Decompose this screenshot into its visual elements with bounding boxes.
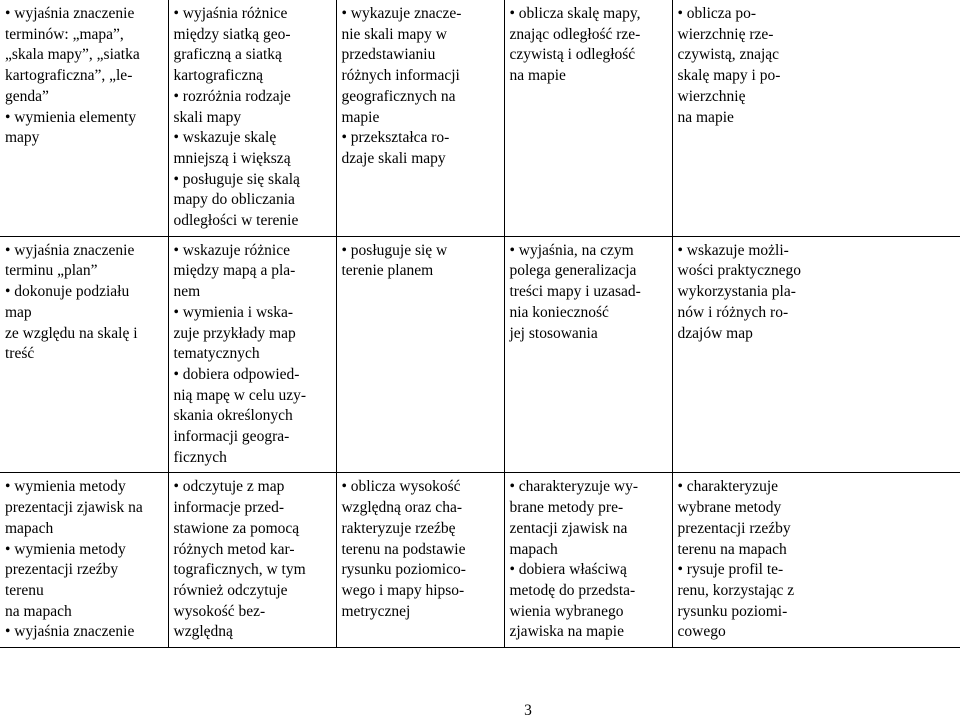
cell-text-line: map: [5, 303, 32, 321]
cell-text-line: • wyjaśnia, na czym: [509, 241, 634, 259]
cell-text-line: nów i różnych ro-: [677, 303, 789, 321]
cell-text-line: mapie: [341, 108, 380, 126]
cell-text-line: informacji geogra-: [173, 428, 290, 446]
cell-text-line: • posługuje się skalą: [173, 170, 300, 188]
cell-text-line: tograficznych, w tym: [173, 561, 306, 579]
cell-text-line: • oblicza po-: [677, 5, 757, 22]
cell-text-line: brane metody pre-: [509, 499, 624, 517]
cell-text-line: • dobiera właściwą: [509, 561, 627, 579]
cell-text-line: prezentacji rzeźby: [677, 519, 791, 537]
cell-text-line: • dobiera odpowied-: [173, 365, 300, 383]
cell-text-line: terenie planem: [341, 262, 434, 280]
cell-text-line: przedstawianiu: [341, 46, 436, 64]
cell-text-line: prezentacji rzeźby: [5, 561, 119, 579]
cell-text-line: genda”: [5, 87, 49, 105]
cell-text-line: „skala mapy”, „siatka: [5, 46, 140, 64]
cell-text-line: mapy: [5, 129, 40, 147]
cell-text-line: zjawiska na mapie: [509, 623, 624, 641]
table-cell: [168, 0, 336, 236]
cell-text-line: wykorzystania pla-: [677, 283, 796, 301]
cell-text-line: • wskazuje skalę: [173, 129, 277, 147]
cell-text-line: polega generalizacja: [509, 262, 637, 280]
cell-text-line: graficzną a siatką: [173, 46, 282, 64]
table-row: [0, 236, 960, 473]
cell-text-line: różnych informacji: [341, 67, 460, 85]
cell-text-line: czywistą i odległość: [509, 46, 636, 64]
cell-text-line: • wyjaśnia znaczenie: [5, 623, 135, 641]
cell-text-line: • wskazuje możli-: [677, 241, 789, 259]
table-cell: [336, 473, 504, 648]
cell-text-line: • wyjaśnia różnice: [173, 5, 288, 22]
cell-text-line: terminu „plan”: [5, 262, 98, 280]
table-cell: [0, 473, 168, 648]
cell-text-line: na mapach: [5, 602, 72, 620]
cell-text-line: mapach: [509, 540, 558, 558]
cell-text-line: względną oraz cha-: [341, 499, 462, 517]
cell-text-line: • wykazuje znacze-: [341, 5, 462, 22]
table-cell: [672, 0, 960, 236]
cell-text-line: mniejszą i większą: [173, 149, 291, 167]
table-cell: [672, 473, 960, 648]
cell-text-line: między siatką geo-: [173, 25, 291, 43]
cell-text-line: kartograficzną: [173, 67, 263, 85]
table-cell: [168, 473, 336, 648]
cell-text-line: metrycznej: [341, 602, 411, 620]
cell-text-line: • dokonuje podziału: [5, 283, 130, 301]
table-cell: [0, 0, 168, 236]
cell-text-line: mapy do obliczania: [173, 191, 295, 209]
cell-text-line: terenu na mapach: [677, 540, 787, 558]
cell-text-line: skalę mapy i po-: [677, 67, 781, 85]
cell-text-line: wierzchnię: [677, 87, 746, 105]
cell-text-line: ficznych: [173, 448, 227, 466]
cell-text-line: rakteryzuje rzeźbę: [341, 519, 456, 537]
cell-text-line: czywistą, znając: [677, 46, 780, 64]
cell-text-line: tematycznych: [173, 345, 260, 363]
page-number: 3: [524, 702, 532, 719]
cell-text-line: wysokość bez-: [173, 602, 266, 620]
cell-text-line: znając odległość rze-: [509, 25, 641, 43]
cell-text-line: zentacji zjawisk na: [509, 519, 628, 537]
table-row: [0, 473, 960, 648]
cell-text-line: wości praktycznego: [677, 262, 802, 280]
cell-text-line: rysunku poziomi-: [677, 602, 788, 620]
cell-text-line: treść: [5, 345, 35, 363]
cell-text-line: terminów: „mapa”,: [5, 25, 124, 43]
cell-text-line: na mapie: [677, 108, 734, 126]
table-cell: [168, 236, 336, 473]
cell-text-line: • wyjaśnia znaczenie: [5, 5, 135, 22]
table-cell: [504, 473, 672, 648]
cell-text-line: • rozróżnia rodzaje: [173, 87, 291, 105]
cell-text-line: terenu na podstawie: [341, 540, 466, 558]
cell-text-line: • wyjaśnia znaczenie: [5, 241, 135, 259]
cell-text-line: nie skali mapy w: [341, 25, 447, 43]
cell-text-line: na mapie: [509, 67, 566, 85]
table-cell: [336, 0, 504, 236]
cell-text-line: rysunku poziomico-: [341, 561, 466, 579]
cell-text-line: dzajów map: [677, 324, 753, 342]
cell-text-line: jej stosowania: [509, 324, 598, 342]
cell-text-line: • wymienia metody: [5, 478, 126, 496]
table-cell: [504, 0, 672, 236]
cell-text-line: • oblicza wysokość: [341, 478, 461, 496]
cell-text-line: • posługuje się w: [341, 241, 448, 259]
cell-text-line: renu, korzystając z: [677, 581, 795, 599]
table-cell: [672, 236, 960, 473]
cell-text-line: nia konieczność: [509, 303, 609, 321]
cell-text-line: • wymienia metody: [5, 540, 126, 558]
table-cell: [504, 236, 672, 473]
cell-text-line: • odczytuje z map: [173, 478, 285, 496]
cell-text-line: terenu: [5, 581, 44, 599]
cell-text-line: • rysuje profil te-: [677, 561, 784, 579]
table-cell: [0, 236, 168, 473]
cell-text-line: nią mapę w celu uzy-: [173, 386, 307, 404]
cell-text-line: prezentacji zjawisk na: [5, 499, 143, 517]
cell-text-line: skali mapy: [173, 108, 242, 126]
cell-text-line: • oblicza skalę mapy,: [509, 5, 641, 22]
cell-text-line: geograficznych na: [341, 87, 456, 105]
cell-text-line: • przekształca ro-: [341, 129, 450, 147]
cell-text-line: wybrane metody: [677, 499, 782, 517]
cell-text-line: stawione za pomocą: [173, 519, 300, 537]
cell-text-line: cowego: [677, 623, 726, 641]
cell-text-line: • wymienia i wska-: [173, 303, 293, 321]
cell-text-line: • charakteryzuje wy-: [509, 478, 638, 496]
table-cell: [336, 236, 504, 473]
cell-text-line: również odczytuje: [173, 581, 288, 599]
cell-text-line: • wymienia elementy: [5, 108, 137, 126]
table-row: [0, 0, 960, 236]
cell-text-line: wierzchnię rze-: [677, 25, 774, 43]
cell-text-line: • charakteryzuje: [677, 478, 779, 496]
cell-text-line: ze względu na skalę i: [5, 324, 138, 342]
cell-text-line: wego i mapy hipso-: [341, 581, 465, 599]
cell-text-line: kartograficzna”, „le-: [5, 67, 133, 85]
cell-text-line: informacje przed-: [173, 499, 285, 517]
cell-text-line: nem: [173, 283, 201, 301]
cell-text-line: wienia wybranego: [509, 602, 624, 620]
cell-text-line: różnych metod kar-: [173, 540, 295, 558]
cell-text-line: skania określonych: [173, 407, 293, 425]
cell-text-line: zuje przykłady map: [173, 324, 296, 342]
cell-text-line: mapach: [5, 519, 54, 537]
cell-text-line: • wskazuje różnice: [173, 241, 290, 259]
cell-text-line: dzaje skali mapy: [341, 149, 446, 167]
cell-text-line: między mapą a pla-: [173, 262, 296, 280]
cell-text-line: względną: [173, 623, 233, 641]
cell-text-line: metodę do przedsta-: [509, 581, 636, 599]
cell-text-line: treści mapy i uzasad-: [509, 283, 641, 301]
cell-text-line: odległości w terenie: [173, 212, 299, 230]
